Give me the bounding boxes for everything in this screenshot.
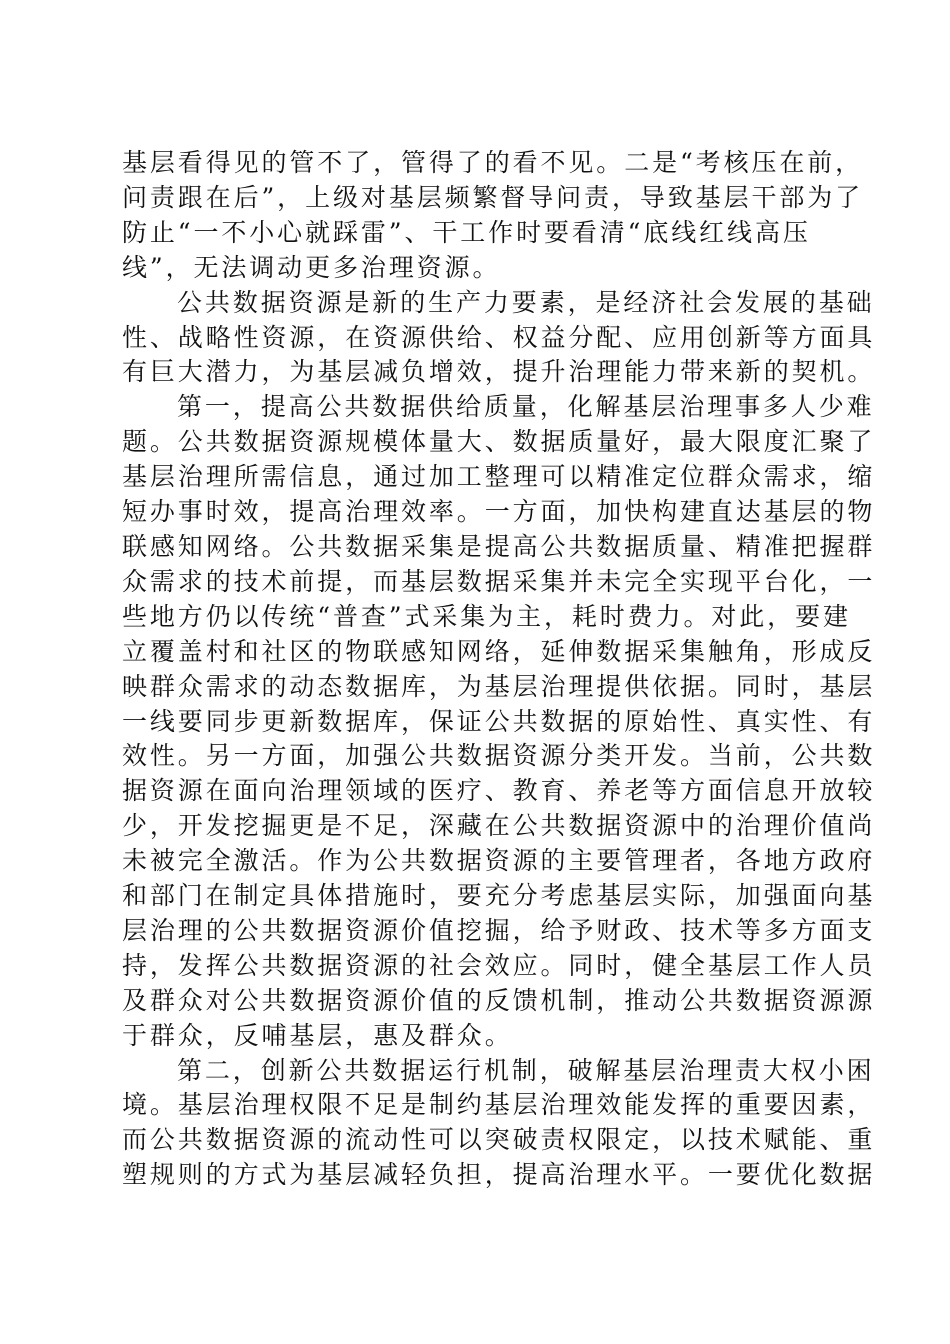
text-line: 问责跟在后”，上级对基层频繁督导问责，导致基层干部为了 bbox=[122, 182, 864, 212]
text-line: 及群众对公共数据资源价值的反馈机制，推动公共数据资源源 bbox=[122, 985, 876, 1015]
text-line: 有巨大潜力，为基层减负增效，提升治理能力带来新的契机。 bbox=[122, 357, 876, 387]
text-line: 持，发挥公共数据资源的社会效应。同时，健全基层工作人员 bbox=[122, 950, 876, 980]
text-line: 一线要同步更新数据库，保证公共数据的原始性、真实性、有 bbox=[122, 706, 876, 736]
paragraph-1 bbox=[122, 146, 864, 286]
text-line: 立覆盖村和社区的物联感知网络，延伸数据采集触角，形成反 bbox=[122, 636, 876, 666]
text-line: 防止“一不小心就踩雷”、干工作时要看清“底线红线高压 bbox=[122, 217, 811, 247]
paragraph-4 bbox=[122, 1054, 876, 1194]
text-line: 境。基层治理权限不足是制约基层治理效能发挥的重要因素， bbox=[122, 1090, 876, 1120]
text-line: 层治理的公共数据资源价值挖掘，给予财政、技术等多方面支 bbox=[122, 915, 876, 945]
text-line: 而公共数据资源的流动性可以突破责权限定，以技术赋能、重 bbox=[122, 1125, 876, 1155]
text-line: 众需求的技术前提，而基层数据采集并未完全实现平台化，一 bbox=[122, 566, 876, 596]
text-line: 未被完全激活。作为公共数据资源的主要管理者，各地方政府 bbox=[122, 846, 876, 876]
text-line: 公共数据资源是新的生产力要素，是经济社会发展的基础 bbox=[177, 287, 875, 317]
text-line: 性、战略性资源，在资源供给、权益分配、应用创新等方面具 bbox=[122, 322, 876, 352]
text-line: 线”，无法调动更多治理资源。 bbox=[122, 252, 501, 282]
text-line: 于群众，反哺基层，惠及群众。 bbox=[122, 1020, 513, 1050]
text-line: 题。公共数据资源规模体量大、数据质量好，最大限度汇聚了 bbox=[122, 427, 876, 457]
text-line: 效性。另一方面，加强公共数据资源分类开发。当前，公共数 bbox=[122, 741, 876, 771]
text-line: 第一，提高公共数据供给质量，化解基层治理事多人少难 bbox=[177, 392, 875, 422]
text-line: 据资源在面向治理领域的医疗、教育、养老等方面信息开放较 bbox=[122, 776, 876, 806]
paragraph-3 bbox=[122, 390, 876, 1053]
body-text bbox=[122, 146, 876, 1193]
paragraph-2 bbox=[122, 286, 876, 391]
text-line: 基层治理所需信息，通过加工整理可以精准定位群众需求，缩 bbox=[122, 462, 876, 492]
text-line: 和部门在制定具体措施时，要充分考虑基层实际，加强面向基 bbox=[122, 881, 876, 911]
text-line: 基层看得见的管不了，管得了的看不见。二是“考核压在前， bbox=[122, 148, 864, 177]
text-line: 短办事时效，提高治理效率。一方面，加快构建直达基层的物 bbox=[122, 497, 876, 527]
text-line: 些地方仍以传统“普查”式采集为主，耗时费力。对此，要建 bbox=[122, 601, 851, 631]
text-line: 少，开发挖掘更是不足，深藏在公共数据资源中的治理价值尚 bbox=[122, 811, 876, 841]
text-line: 联感知网络。公共数据采集是提高公共数据质量、精准把握群 bbox=[122, 531, 876, 561]
text-line: 塑规则的方式为基层减轻负担，提高治理水平。一要优化数据 bbox=[122, 1160, 876, 1190]
text-line: 第二，创新公共数据运行机制，破解基层治理责大权小困 bbox=[177, 1055, 875, 1085]
text-line: 映群众需求的动态数据库，为基层治理提供依据。同时，基层 bbox=[122, 671, 876, 701]
